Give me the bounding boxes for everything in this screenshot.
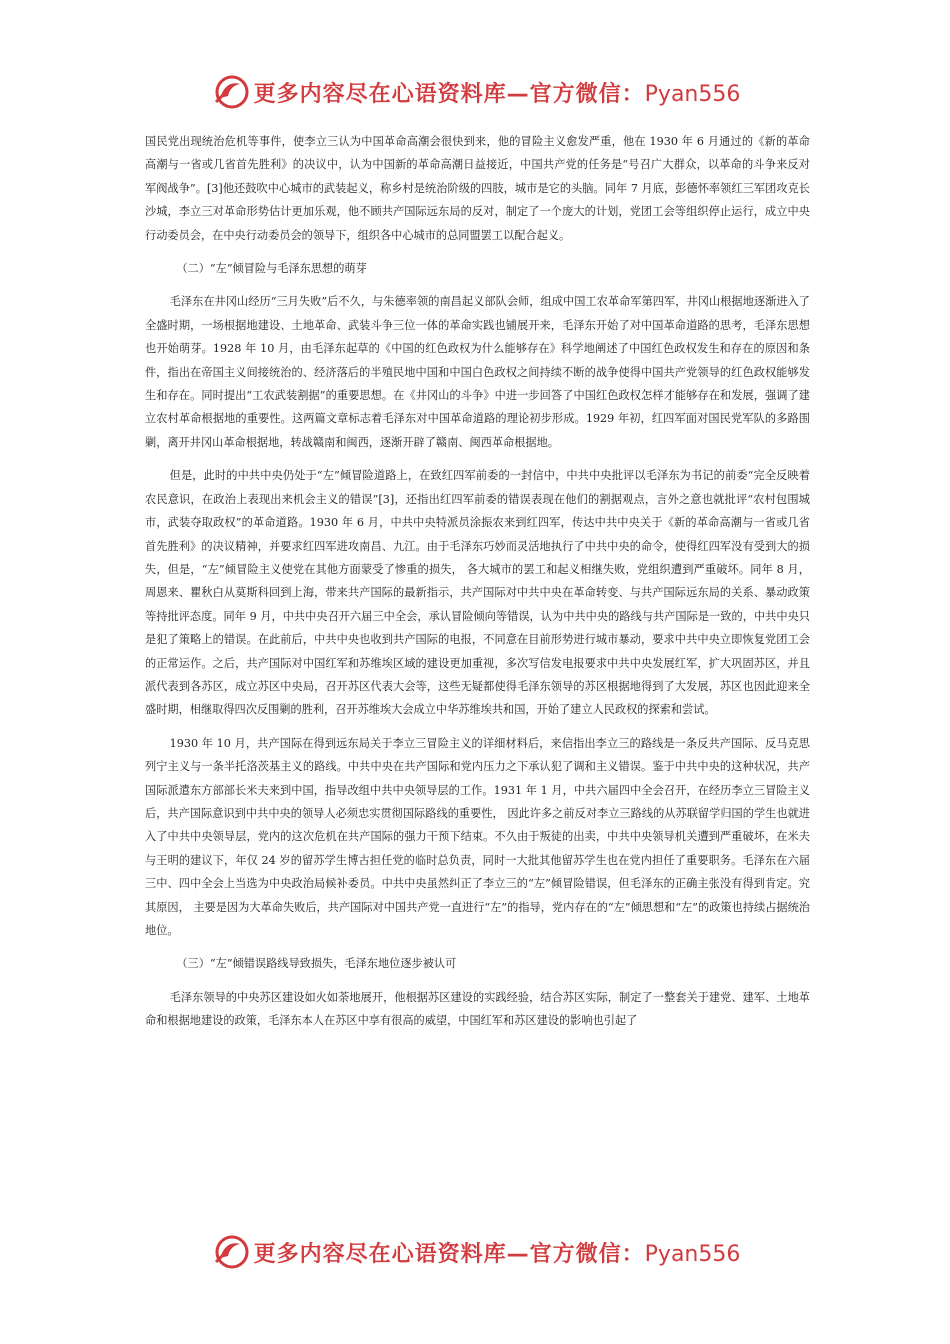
document-body: [145, 130, 810, 1043]
banner-text: 更多内容尽在心语资料库—官方微信：Pyan556: [253, 1241, 741, 1267]
logo-icon: [210, 72, 250, 112]
header-banner: [0, 70, 950, 114]
section-heading: （二）“左”倾冒险与毛泽东思想的萌芽: [176, 262, 367, 276]
paragraph: 1930 年 10 月，共产国际在得到远东局关于李立三冒险主义的详细材料后，来信指出李立三的路线是一条反共产国际、反马克思列宁主义与一条半托洛茨基主义的路线。中共中央在共产国际和党内压力之下承认犯了调和主义错误。鉴于中共中央的这种状况，共产国际派遣东方部部长米夫来到中国，指导改组中共中央领导层的工作。1931 年 1 月，中共六届四中全会召开，在经历李立三冒险主义后，共产国际意识到中共中央的领导人必须忠实贯彻国际路线的重要性， 因此许多之前反对李立三路线的从苏联留学归国的学生也就进入了中共中央领导层，党内的这次危机在共产国际的强力干预下结束。不久由于叛徒的出卖，中共中央领导机关遭到严重破坏，在米夫与王明的建议下，年仅 24 岁的留苏学生博古担任党的临时总负责，同时一大批其他留苏学生也在党内担任了重要职务。毛泽东在六届三中、四中全会上当选为中央政治局候补委员。中共中央虽然纠正了李立三的“左”倾冒险错误，但毛泽东的正确主张没有得到肯定。究其原因， 主要是因为大革命失败后，共产国际对中国共产党一直进行“左”的指导，党内存在的“左”倾思想和“左”的政策也持续占据统治地位。: [145, 736, 810, 937]
paragraph: 毛泽东在井冈山经历“三月失败”后不久，与朱德率领的南昌起义部队会师，组成中国工农革命军第四军，井冈山根据地逐渐进入了全盛时期，一场根据地建设、土地革命、武装斗争三位一体的革命实践也铺展开来，毛泽东开始了对中国革命道路的思考，毛泽东思想也开始萌芽。1928 年 10 月，由毛泽东起草的《中国的红色政权为什么能够存在》科学地阐述了中国红色政权发生和存在的原因和条件，指出在帝国主义间接统治的、经济落后的半殖民地中国和中国白色政权之间持续不断的战争使得中国共产党领导的红色政权能够发生和存在。同时提出“工农武装割据”的重要思想。在《井冈山的斗争》中进一步回答了中国红色政权怎样才能够存在和发展，强调了建立农村革命根据地的重要性。这两篇文章标志着毛泽东对中国革命道路的理论初步形成。1929 年初，红四军面对国民党军队的多路围剿，离开井冈山革命根据地，转战赣南和闽西，逐渐开辟了赣南、闽西革命根据地。: [145, 295, 810, 449]
paragraph: 但是，此时的中共中央仍处于“左”倾冒险道路上，在致红四军前委的一封信中，中共中央批评以毛泽东为书记的前委“完全反映着农民意识，在政治上表现出来机会主义的错误”[3]，还指出红四军前委的错误表现在他们的割据观点，言外之意也就批评“农村包围城市，武装夺取政权”的革命道路。1930 年 6 月，中共中央特派员涂振农来到红四军，传达中共中央关于《新的革命高潮与一省或几省首先胜利》的决议精神，并要求红四军进攻南昌、九江。由于毛泽东巧妙而灵活地执行了中共中央的命令，使得红四军没有受到大的损失，但是，“左”倾冒险主义使党在其他方面蒙受了惨重的损失， 各大城市的罢工和起义相继失败，党组织遭到严重破坏。同年 8 月，周恩来、瞿秋白从莫斯科回到上海，带来共产国际的最新指示，共产国际对中共中央在革命转变、与共产国际远东局的关系、暴动政策等持批评态度。同年 9 月，中共中央召开六届三中全会，承认冒险倾向等错误，认为中共中央的路线与共产国际是一致的，中共中央只是犯了策略上的错误。在此前后，中共中央也收到共产国际的电报，不同意在目前形势进行城市暴动，要求中共中央立即恢复党团工会的正常运作。之后，共产国际对中国红军和苏维埃区域的建设更加重视，多次写信发电报要求中共中央发展红军，扩大巩固苏区，并且派代表到各苏区，成立苏区中央局，召开苏区代表大会等，这些无疑都使得毛泽东领导的苏区根据地得到了大发展，苏区也因此迎来全盛时期，相继取得四次反围剿的胜利，召开苏维埃大会成立中华苏维埃共和国，开始了建立人民政权的探索和尝试。: [145, 469, 810, 717]
banner-text: 更多内容尽在心语资料库—官方微信：Pyan556: [253, 81, 741, 107]
logo-icon: [210, 1232, 250, 1272]
footer-banner: [0, 1230, 950, 1274]
paragraph: 毛泽东领导的中央苏区建设如火如荼地展开，他根据苏区建设的实践经验，结合苏区实际，制定了一整套关于建党、建军、土地革命和根据地建设的政策，毛泽东本人在苏区中享有很高的威望，中国红军和苏区建设的影响也引起了: [145, 990, 810, 1028]
paragraph: 国民党出现统治危机等事件，使李立三认为中国革命高潮会很快到来，他的冒险主义愈发严重，他在 1930 年 6 月通过的《新的革命高潮与一省或几省首先胜利》的决议中，认为中国新的革命高潮日益接近，中国共产党的任务是“号召广大群众，以革命的斗争来反对军阀战争”。[3]他还鼓吹中心城市的武装起义，称乡村是统治阶级的四肢，城市是它的头脑。同年 7 月底，彭德怀率领红三军团攻克长沙城，李立三对革命形势估计更加乐观，他不顾共产国际远东局的反对，制定了一个庞大的计划，党团工会等组织停止运行，成立中央行动委员会，在中央行动委员会的领导下，组织各中心城市的总同盟罢工以配合起义。: [145, 135, 810, 242]
section-heading: （三）“左”倾错误路线导致损失，毛泽东地位逐步被认可: [176, 957, 457, 971]
